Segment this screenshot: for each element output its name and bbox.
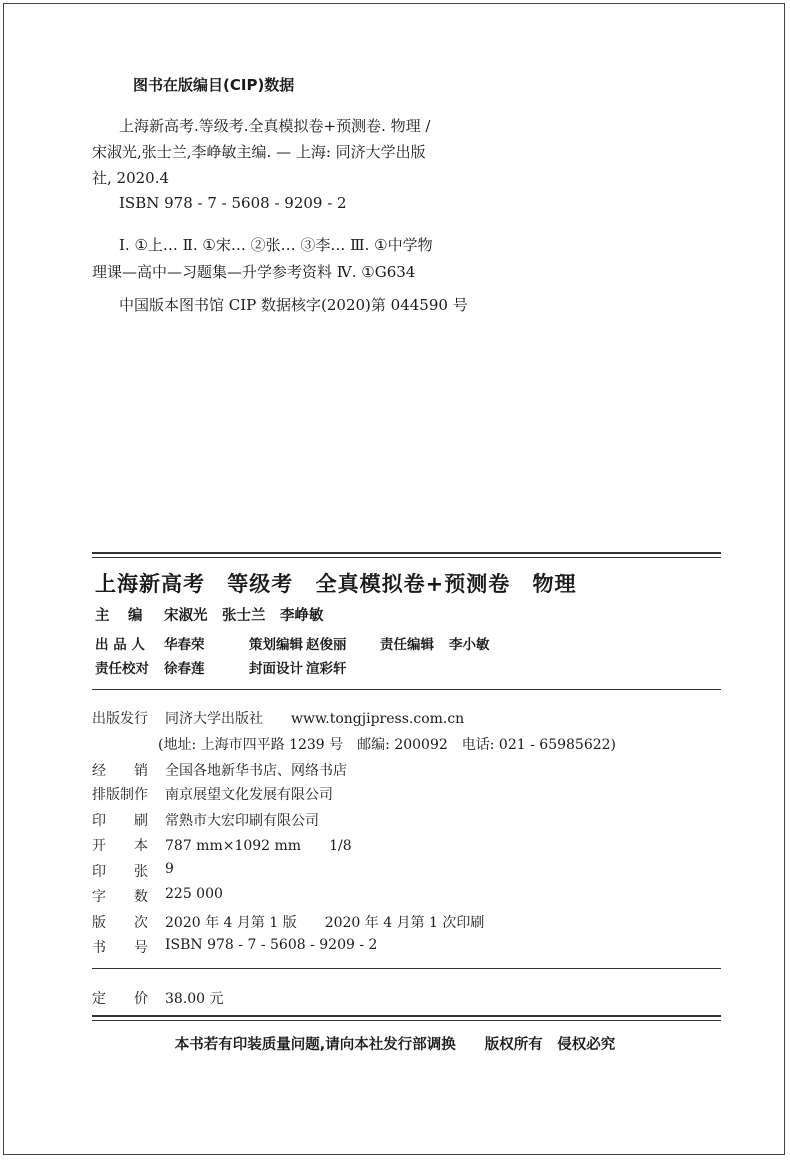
cip-isbn: ISBN 978 - 7 - 5608 - 9209 - 2 xyxy=(119,194,347,212)
responsible-editor-label: 责任编辑 xyxy=(380,637,434,653)
address-line: (地址: 上海市四平路 1239 号 邮编: 200092 电话: 021 - 65985622) xyxy=(158,737,617,753)
pub-label: 印 张 xyxy=(92,864,148,880)
producer-name: 华春荣 xyxy=(164,637,205,653)
pub-value: 225 000 xyxy=(165,886,223,902)
pub-label: 出版发行 xyxy=(92,711,148,727)
cip-line-2: 宋淑光,张士兰,李峥敏主编. — 上海: 同济大学出版 xyxy=(92,143,426,161)
pub-value: 南京展望文化发展有限公司 xyxy=(165,787,333,803)
bottom-rule-thick xyxy=(92,1015,721,1017)
cip-record: 中国版本图书馆 CIP 数据核字(2020)第 044590 号 xyxy=(119,296,468,314)
price-label: 定 价 xyxy=(92,991,148,1007)
pub-label: 书 号 xyxy=(92,940,148,956)
top-rule-thick xyxy=(92,552,721,554)
pub-value: 同济大学出版社 www.tongjipress.com.cn xyxy=(165,711,465,727)
pub-value: 787 mm×1092 mm 1/8 xyxy=(165,838,352,854)
cip-heading: 图书在版编目(CIP)数据 xyxy=(133,76,295,94)
pub-label: 开 本 xyxy=(92,838,148,854)
price-value: 38.00 元 xyxy=(165,991,224,1007)
cip-class-line-1: Ⅰ. ①上… Ⅱ. ①宋… ②张… ③李… Ⅲ. ①中学物 xyxy=(119,236,433,254)
bottom-rule-thin xyxy=(92,1020,721,1021)
pub-label: 经 销 xyxy=(92,763,148,779)
pub-value: 常熟市大宏印刷有限公司 xyxy=(165,813,319,829)
editors-label: 主 编 xyxy=(95,608,145,624)
editors-names: 宋淑光 张士兰 李峥敏 xyxy=(164,608,324,624)
planning-editor-name: 赵俊丽 xyxy=(306,637,347,653)
pub-label: 字 数 xyxy=(92,889,148,905)
pub-value: 9 xyxy=(165,861,174,877)
cip-line-3: 社, 2020.4 xyxy=(92,169,170,187)
price-rule xyxy=(92,968,721,969)
pub-label: 排版制作 xyxy=(92,787,148,803)
pub-value: ISBN 978 - 7 - 5608 - 9209 - 2 xyxy=(165,937,378,953)
mid-rule xyxy=(92,689,721,690)
cover-design-label: 封面设计 xyxy=(249,661,303,677)
pub-label: 印 刷 xyxy=(92,813,148,829)
cip-line-1: 上海新高考.等级考.全真模拟卷+预测卷. 物理 / xyxy=(119,117,431,135)
cip-class-line-2: 理课—高中—习题集—升学参考资料 Ⅳ. ①G634 xyxy=(92,263,416,281)
proofreader-label: 责任校对 xyxy=(95,661,149,677)
planning-editor-label: 策划编辑 xyxy=(249,637,303,653)
top-rule-thin xyxy=(92,557,721,558)
producer-label: 出 品 人 xyxy=(95,637,145,653)
responsible-editor-name: 李小敏 xyxy=(449,637,490,653)
pub-value: 2020 年 4 月第 1 版 2020 年 4 月第 1 次印刷 xyxy=(165,915,485,931)
pub-label: 版 次 xyxy=(92,915,148,931)
book-title: 上海新高考 等级考 全真模拟卷+预测卷 物理 xyxy=(95,572,577,596)
proofreader-name: 徐春莲 xyxy=(164,661,205,677)
footer-notice: 本书若有印装质量问题,请向本社发行部调换 版权所有 侵权必究 xyxy=(174,1037,616,1053)
cover-design-name: 渲彩轩 xyxy=(306,661,347,677)
pub-value: 全国各地新华书店、网络书店 xyxy=(165,763,347,779)
